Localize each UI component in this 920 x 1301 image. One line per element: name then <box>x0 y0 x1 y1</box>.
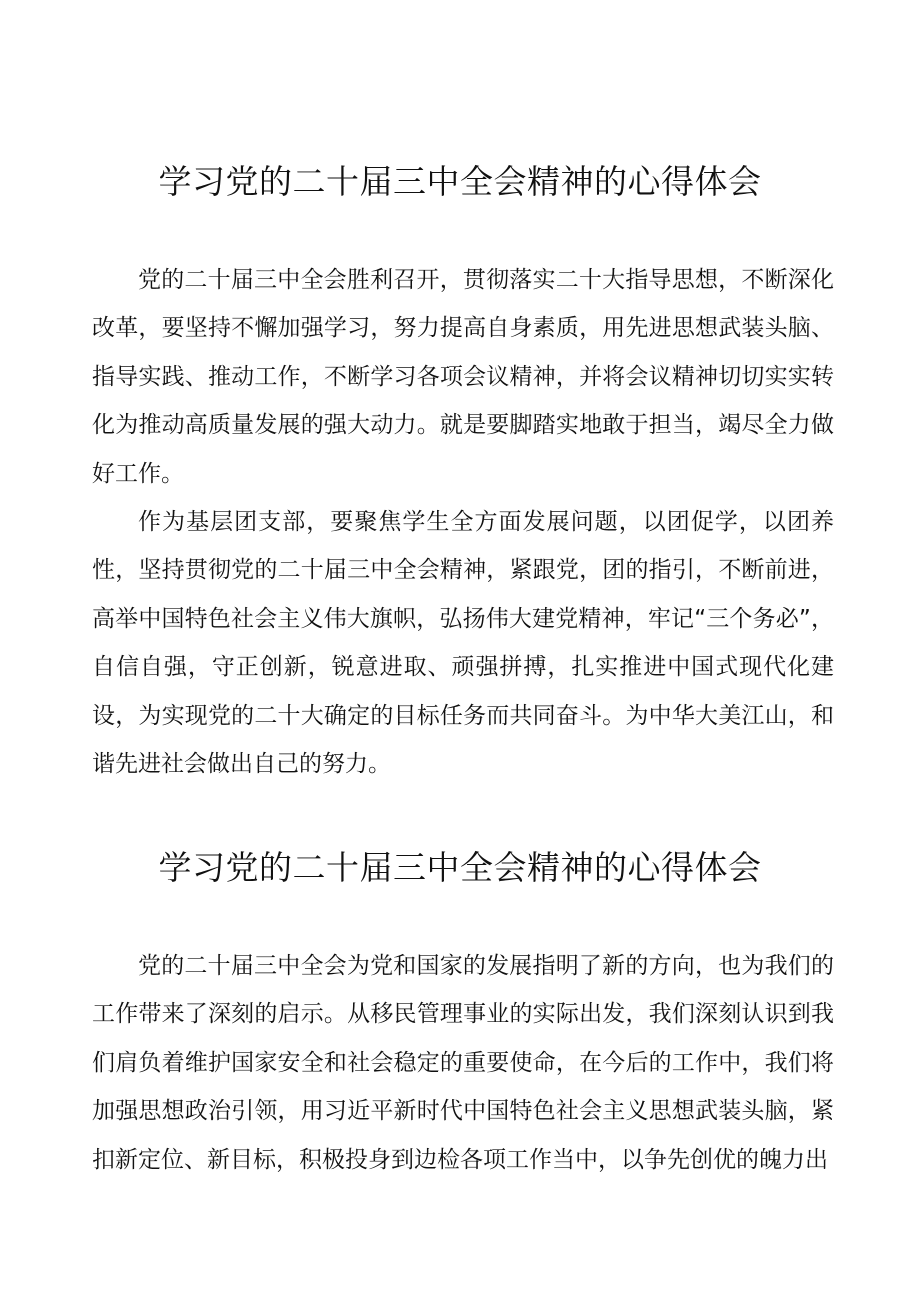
body-paragraph: 作为基层团支部，要聚焦学生全方面发展问题，以团促学，以团养性，坚持贯彻党的二十届三中全会精神，紧跟党，团的指引，不断前进，高举中国特色社会主义伟大旗帜，弘扬伟大建党精神，牢记“三个务必”，自信自强，守正创新，锐意进取、顽强拼搏，扎实推进中国式现代化建设，为实现党的二十大确定的目标任务而共同奋斗。为中华大美江山，和谐先进社会做出自己的努力。 <box>92 509 834 778</box>
body-paragraph: 党的二十届三中全会为党和国家的发展指明了新的方向，也为我们的工作带来了深刻的启示。从移民管理事业的实际出发，我们深刻认识到我们肩负着维护国家安全和社会稳定的重要使命，在今后的工作中，我们将加强思想政治引领，用习近平新时代中国特色社会主义思想武装头脑，紧扣新定位、新目标，积极投身到边检各项工作当中，以争先创优的魄力出 <box>92 953 834 1173</box>
section-title: 学习党的二十届三中全会精神的心得体会 <box>158 162 762 201</box>
body-paragraph: 党的二十届三中全会胜利召开，贯彻落实二十大指导思想，不断深化改革，要坚持不懈加强学习，努力提高自身素质，用先进思想武装头脑、指导实践、推动工作，不断学习各项会议精神，并将会议精神切切实实转化为推动高质量发展的强大动力。就是要脚踏实地敢于担当，竭尽全力做好工作。 <box>92 267 834 487</box>
section-title: 学习党的二十届三中全会精神的心得体会 <box>158 848 762 887</box>
